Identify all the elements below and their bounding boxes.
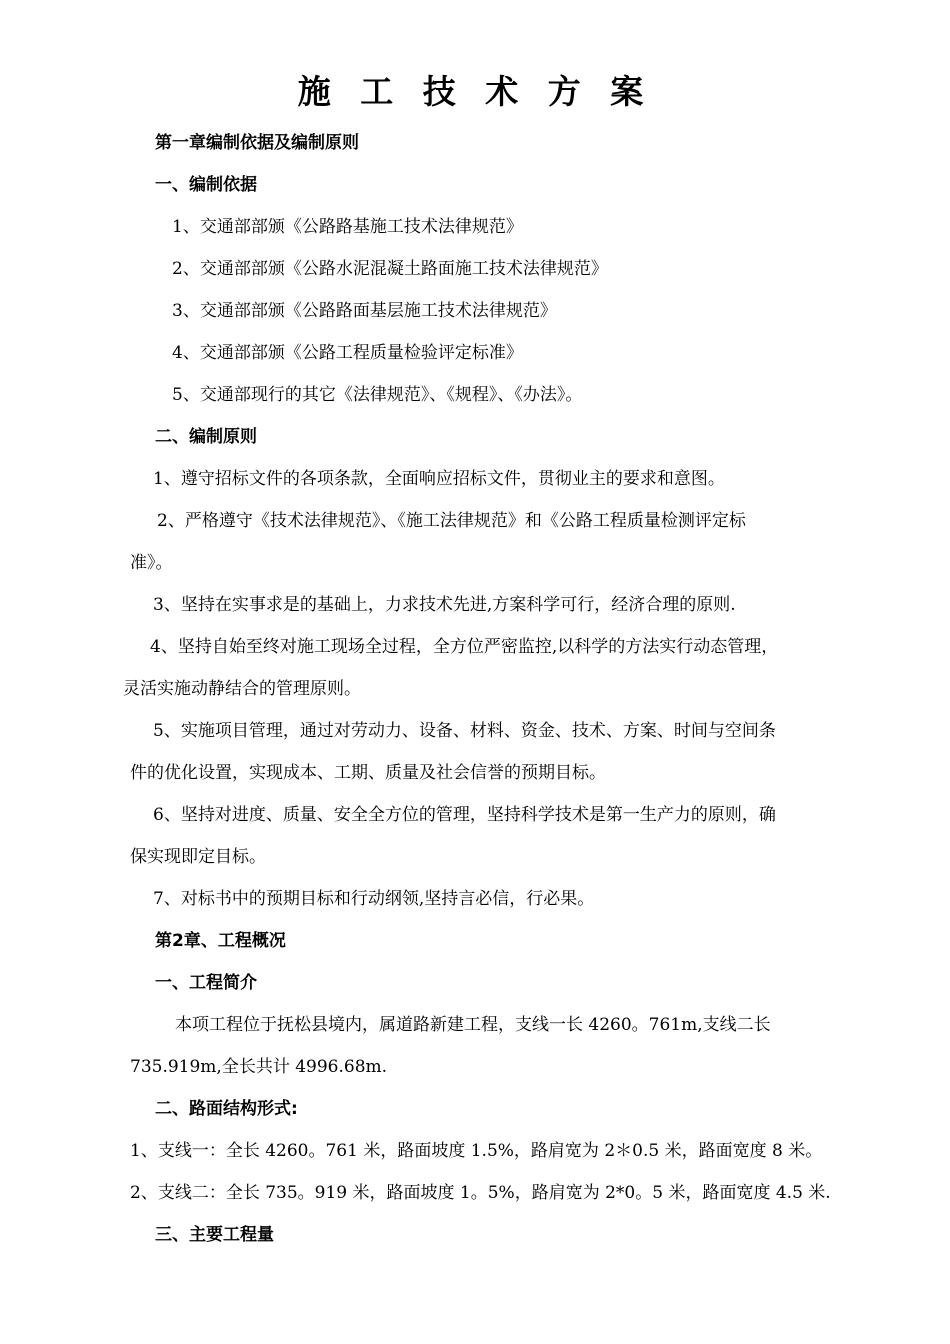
section-quantities-heading: 三、主要工程量 [155,1225,274,1245]
section-basis-heading: 一、编制依据 [155,175,257,195]
principle-line: 4、坚持自始至终对施工现场全过程，全方位严密监控,以科学的方法实行动态管理， [150,637,779,657]
chapter2-heading: 第2章、工程概况 [155,931,286,951]
principle-line: 件的优化设置，实现成本、工期、质量及社会信誉的预期目标。 [130,763,606,783]
chapter1-heading: 第一章编制依据及编制原则 [155,133,359,153]
principle-line: 5、实施项目管理，通过对劳动力、设备、材料、资金、技术、方案、时间与空间条 [153,721,776,741]
structure-line: 2、支线二：全长 735。919 米，路面坡度 1。5%，路肩宽为 2*0。5 米，路面宽度 4.5 米. [130,1183,831,1203]
basis-item: 1、交通部部颁《公路路基施工技术法律规范》 [172,217,523,237]
basis-item: 5、交通部现行的其它《法律规范》、《规程》、《办法》。 [172,385,583,405]
principle-line: 1、遵守招标文件的各项条款，全面响应招标文件，贯彻业主的要求和意图。 [153,469,725,489]
document-title: 施 工 技 术 方 案 [297,72,653,111]
basis-item: 4、交通部部颁《公路工程质量检验评定标准》 [172,343,523,363]
principle-line: 2、严格遵守《技术法律规范》、《施工法律规范》和《公路工程质量检测评定标 [157,511,746,531]
principle-line: 7、对标书中的预期目标和行动纲领,坚持言必信，行必果。 [153,889,595,909]
principle-line: 准》。 [130,553,173,573]
principle-line: 灵活实施动静结合的管理原则。 [123,679,361,699]
basis-item: 3、交通部部颁《公路路面基层施工技术法律规范》 [172,301,557,321]
basis-item: 2、交通部部颁《公路水泥混凝土路面施工技术法律规范》 [172,259,608,279]
principle-line: 3、坚持在实事求是的基础上，力求技术先进,方案科学可行，经济合理的原则. [153,595,736,615]
section-intro-heading: 一、工程简介 [155,973,257,993]
intro-line: 本项工程位于抚松县境内，属道路新建工程，支线一长 4260。761m,支线二长 [175,1015,771,1035]
intro-line: 735.919m,全长共计 4996.68m. [130,1057,388,1077]
principle-line: 6、坚持对进度、质量、安全全方位的管理，坚持科学技术是第一生产力的原则，确 [153,805,776,825]
section-structure-heading: 二、路面结构形式: [155,1099,298,1119]
principle-line: 保实现即定目标。 [130,847,266,867]
structure-line: 1、支线一：全长 4260。761 米，路面坡度 1.5%，路肩宽为 2＊0.5 米，路面宽度 8 米。 [130,1141,823,1161]
section-principles-heading: 二、编制原则 [155,427,257,447]
